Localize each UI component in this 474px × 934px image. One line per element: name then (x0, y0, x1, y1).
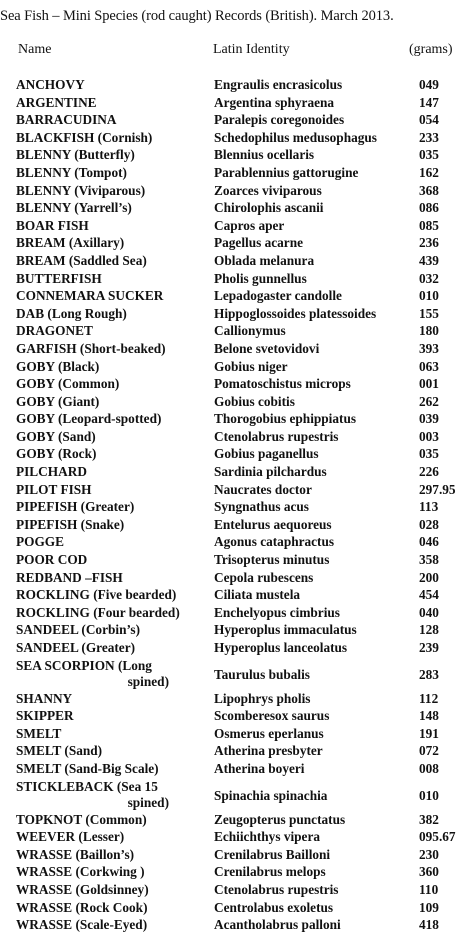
species-name-line1: STICKLEBACK (Sea 15 (16, 778, 158, 794)
record-weight: 180 (419, 323, 439, 339)
table-row (0, 881, 474, 899)
record-weight: 155 (419, 305, 439, 321)
table-row (0, 516, 474, 534)
latin-identity: Argentina sphyraena (214, 94, 335, 110)
record-weight: 358 (419, 552, 439, 568)
record-weight: 147 (419, 94, 439, 110)
species-name: BLENNY (Butterfly) (16, 147, 135, 163)
table-row (0, 375, 474, 393)
record-weight: 040 (419, 604, 439, 620)
species-name: GARFISH (Short-beaked) (16, 340, 166, 356)
species-name: SMELT (Sand) (16, 743, 103, 759)
latin-identity: Taurulus bubalis (214, 666, 310, 682)
species-name: SMELT (Sand-Big Scale) (16, 760, 159, 776)
species-name: GOBY (Leopard-spotted) (16, 411, 162, 427)
species-name: SHANNY (16, 690, 73, 706)
table-row (0, 863, 474, 881)
latin-identity: Crenilabrus Bailloni (214, 846, 331, 862)
species-name: GOBY (Sand) (16, 428, 96, 444)
record-weight: 010 (419, 288, 439, 304)
latin-identity: Pholis gunnellus (214, 270, 307, 286)
species-name: WRASSE (Corkwing ) (16, 864, 145, 880)
latin-identity: Hyperoplus lanceolatus (214, 640, 348, 655)
record-weight: 418 (419, 917, 439, 933)
species-name: BLENNY (Yarrell’s) (16, 200, 132, 216)
latin-identity: Callionymus (214, 323, 286, 339)
table-row (0, 217, 474, 235)
record-weight: 283 (419, 666, 439, 682)
latin-identity: Engraulis encrasicolus (214, 77, 343, 92)
table-row (0, 164, 474, 182)
table-row (0, 828, 474, 846)
table-row (0, 899, 474, 917)
record-weight: 028 (419, 516, 439, 532)
table-row (0, 760, 474, 778)
column-header-grams: (grams) (409, 42, 453, 57)
record-weight: 439 (419, 252, 439, 268)
species-name: REDBAND –FISH (16, 569, 123, 585)
species-name: SMELT (16, 725, 62, 741)
record-weight: 085 (419, 217, 439, 233)
record-weight: 039 (419, 411, 439, 427)
record-weight: 191 (419, 725, 439, 741)
latin-identity: Atherina boyeri (214, 760, 305, 776)
record-weight: 128 (419, 622, 439, 638)
record-weight: 230 (419, 846, 439, 862)
record-weight: 032 (419, 270, 439, 286)
species-name: BLENNY (Tompot) (16, 164, 127, 180)
latin-identity: Blennius ocellaris (214, 147, 315, 163)
record-weight: 262 (419, 393, 439, 409)
latin-identity: Hyperoplus immaculatus (214, 622, 357, 638)
table-row (0, 146, 474, 164)
table-row (0, 551, 474, 569)
table-row (0, 463, 474, 481)
record-weight: 382 (419, 811, 439, 827)
species-name: GOBY (Common) (16, 376, 120, 392)
table-row (0, 94, 474, 112)
table-row (0, 129, 474, 147)
record-weight: 063 (419, 358, 439, 374)
latin-identity: Centrolabus exoletus (214, 899, 334, 915)
table-row (0, 76, 474, 94)
species-name: WRASSE (Baillon’s) (16, 846, 135, 862)
species-name: WEEVER (Lesser) (16, 829, 125, 845)
species-name-line1: SEA SCORPION (Long (16, 657, 152, 673)
table-row (0, 811, 474, 829)
table-row (0, 393, 474, 411)
table-row (0, 742, 474, 760)
table-row (0, 657, 474, 690)
species-name: SANDEEL (Corbin’s) (16, 622, 141, 638)
table-row (0, 287, 474, 305)
table-row (0, 481, 474, 499)
latin-identity: Acantholabrus palloni (214, 917, 341, 933)
record-weight: 162 (419, 164, 439, 180)
latin-identity: Zoarces viviparous (214, 182, 322, 198)
latin-identity: Osmerus eperlanus (214, 725, 324, 741)
record-weight: 010 (419, 787, 439, 803)
table-row (0, 445, 474, 463)
species-name: BREAM (Axillary) (16, 235, 125, 251)
record-weight: 393 (419, 340, 439, 356)
species-name: BOAR FISH (16, 217, 89, 233)
record-weight: 236 (419, 235, 439, 251)
latin-identity: Oblada melanura (214, 252, 315, 268)
table-row (0, 182, 474, 200)
species-name: ROCKLING (Four bearded) (16, 604, 180, 620)
species-name: WRASSE (Rock Cook) (16, 899, 148, 915)
table-row (0, 111, 474, 129)
table-row (0, 199, 474, 217)
table-row (0, 234, 474, 252)
latin-identity: Gobius paganellus (214, 446, 319, 462)
record-weight: 454 (419, 587, 439, 603)
species-name: ANCHOVY (16, 77, 85, 92)
latin-identity: Gobius niger (214, 358, 288, 374)
record-weight: 109 (419, 899, 439, 915)
latin-identity: Parablennius gattorugine (214, 164, 359, 180)
species-name: SKIPPER (16, 708, 74, 724)
latin-identity: Echiichthys vipera (214, 829, 321, 845)
table-row (0, 778, 474, 811)
latin-identity: Schedophilus medusophagus (214, 129, 377, 145)
latin-identity: Chirolophis ascanii (214, 200, 324, 216)
table-row (0, 604, 474, 622)
latin-identity: Lipophrys pholis (214, 690, 311, 706)
record-weight: 046 (419, 534, 439, 550)
table-row (0, 340, 474, 358)
record-weight: 200 (419, 569, 439, 585)
table-row (0, 639, 474, 657)
latin-identity: Zeugopterus punctatus (214, 811, 346, 827)
species-name: PIPEFISH (Snake) (16, 516, 125, 532)
latin-identity: Agonus cataphractus (214, 534, 335, 550)
latin-identity: Ctenolabrus rupestris (214, 881, 339, 897)
latin-identity: Paralepis coregonoides (214, 112, 345, 128)
species-name: BLACKFISH (Cornish) (16, 129, 153, 145)
record-weight: 113 (419, 499, 439, 515)
table-row (0, 305, 474, 323)
species-name: BARRACUDINA (16, 112, 117, 128)
species-name: DRAGONET (16, 323, 93, 339)
latin-identity: Naucrates doctor (214, 481, 312, 497)
page-title: Sea Fish – Mini Species (rod caught) Records (British). March 2013. (0, 8, 394, 24)
table-row (0, 725, 474, 743)
table-row (0, 252, 474, 270)
record-weight: 035 (419, 147, 439, 163)
latin-identity: Cepola rubescens (214, 569, 314, 585)
species-name (0, 778, 195, 811)
record-weight: 072 (419, 743, 439, 759)
species-name: SANDEEL (Greater) (16, 640, 136, 655)
record-weight: 001 (419, 376, 439, 392)
record-weight: 368 (419, 182, 439, 198)
record-weight: 297.95 (419, 481, 456, 497)
species-name: WRASSE (Goldsinney) (16, 881, 149, 897)
record-weight: 049 (419, 77, 439, 92)
species-name: TOPKNOT (Common) (16, 811, 147, 827)
record-weight: 110 (419, 881, 439, 897)
latin-identity: Pomatoschistus microps (214, 376, 351, 392)
latin-identity: Syngnathus acus (214, 499, 309, 515)
record-weight: 148 (419, 708, 439, 724)
species-name: CONNEMARA SUCKER (16, 288, 164, 304)
record-weight: 086 (419, 200, 439, 216)
latin-identity: Atherina presbyter (214, 743, 323, 759)
species-name: GOBY (Black) (16, 358, 100, 374)
record-weight: 112 (419, 690, 439, 706)
record-weight: 054 (419, 112, 439, 128)
table-row (0, 916, 474, 934)
latin-identity: Entelurus aequoreus (214, 516, 332, 532)
records-table (0, 76, 474, 934)
table-row (0, 707, 474, 725)
latin-identity: Capros aper (214, 217, 285, 233)
latin-identity: Thorogobius ephippiatus (214, 411, 357, 427)
table-row (0, 846, 474, 864)
latin-identity: Crenilabrus melops (214, 864, 326, 880)
species-name: GOBY (Rock) (16, 446, 97, 462)
latin-identity: Ctenolabrus rupestris (214, 428, 339, 444)
record-weight: 360 (419, 864, 439, 880)
table-row (0, 428, 474, 446)
record-weight: 226 (419, 464, 439, 480)
latin-identity: Spinachia spinachia (214, 787, 328, 803)
latin-identity: Enchelyopus cimbrius (214, 604, 340, 620)
table-row (0, 322, 474, 340)
species-name: WRASSE (Scale-Eyed) (16, 917, 148, 933)
record-weight: 035 (419, 446, 439, 462)
species-name: ROCKLING (Five bearded) (16, 587, 177, 603)
species-name: BUTTERFISH (16, 270, 102, 286)
table-row (0, 621, 474, 639)
latin-identity: Ciliata mustela (214, 587, 301, 603)
latin-identity: Trisopterus minutus (214, 552, 330, 568)
latin-identity: Gobius cobitis (214, 393, 295, 409)
table-row (0, 358, 474, 376)
species-name: PIPEFISH (Greater) (16, 499, 135, 515)
latin-identity: Scomberesox saurus (214, 708, 330, 724)
latin-identity: Lepadogaster candolle (214, 288, 342, 304)
species-name (0, 657, 195, 690)
species-name: POGGE (16, 534, 65, 550)
column-header-latin: Latin Identity (213, 42, 290, 57)
latin-identity: Hippoglossoides platessoides (214, 305, 377, 321)
latin-identity: Sardinia pilchardus (214, 464, 327, 480)
species-name: DAB (Long Rough) (16, 305, 127, 321)
latin-identity: Pagellus acarne (214, 235, 304, 251)
species-name: PILCHARD (16, 464, 87, 480)
record-weight: 095.67 (419, 829, 456, 845)
species-name: POOR COD (16, 552, 88, 568)
species-name: PILOT FISH (16, 481, 92, 497)
table-row (0, 270, 474, 288)
table-row (0, 410, 474, 428)
species-name: BREAM (Saddled Sea) (16, 252, 147, 268)
table-row (0, 533, 474, 551)
column-header-name: Name (18, 42, 52, 57)
table-row (0, 498, 474, 516)
species-name-line2: spined) (127, 794, 169, 810)
record-weight: 008 (419, 760, 439, 776)
species-name-line2: spined) (127, 673, 169, 689)
record-weight: 003 (419, 428, 439, 444)
table-row (0, 569, 474, 587)
species-name: BLENNY (Viviparous) (16, 182, 146, 198)
species-name: GOBY (Giant) (16, 393, 100, 409)
species-name: ARGENTINE (16, 94, 97, 110)
latin-identity: Belone svetovidovi (214, 340, 320, 356)
table-row (0, 586, 474, 604)
record-weight: 233 (419, 129, 439, 145)
table-row (0, 690, 474, 708)
record-weight: 239 (419, 640, 439, 655)
